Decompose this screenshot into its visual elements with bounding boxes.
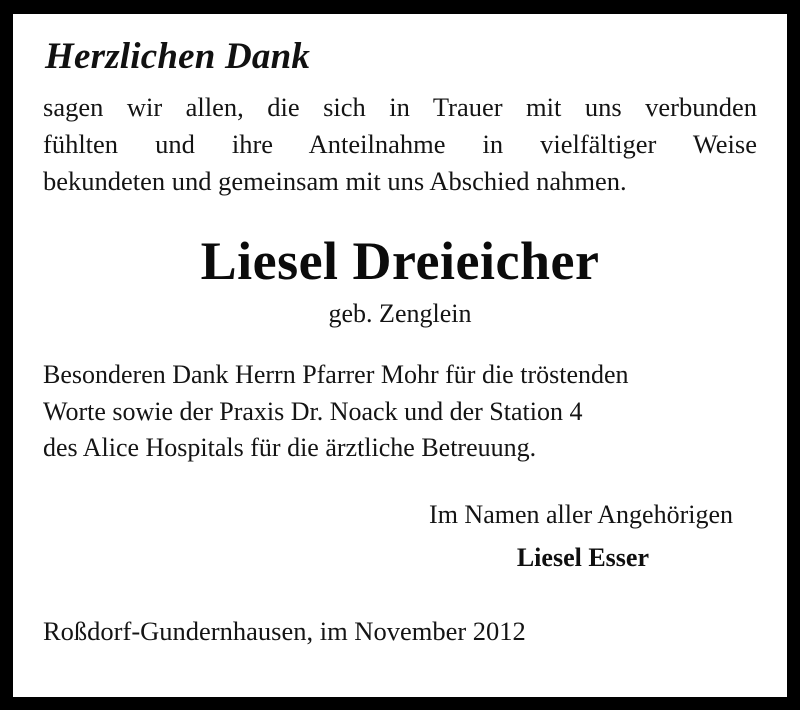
signature-name: Liesel Esser xyxy=(516,543,649,573)
deceased-name-block xyxy=(43,233,757,330)
deceased-name: Liesel Dreieicher xyxy=(200,231,600,292)
signature-block xyxy=(43,497,757,575)
thanks-paragraph xyxy=(43,357,757,468)
signature-intro: Im Namen aller Angehörigen xyxy=(429,500,733,530)
intro-line-2: fühlten und ihre Anteilnahme in vielfältiger Weise xyxy=(43,129,757,159)
thanks-line-2: Worte sowie der Praxis Dr. Noack und der Station 4 xyxy=(43,396,583,426)
place-and-date: Roßdorf-Gundernhausen, im November 2012 xyxy=(43,615,526,646)
thanks-line-3: des Alice Hospitals für die ärztliche Betreuung. xyxy=(43,433,537,463)
obituary-card xyxy=(13,14,787,697)
maiden-name: geb. Zenglein xyxy=(328,298,472,328)
intro-paragraph xyxy=(43,89,757,199)
intro-line-3: bekundeten und gemeinsam mit uns Abschied nahmen. xyxy=(43,165,627,196)
page-title: Herzlichen Dank xyxy=(45,36,311,77)
intro-line-1: sagen wir allen, die sich in Trauer mit uns verbunden xyxy=(43,92,757,123)
thanks-line-1: Besonderen Dank Herrn Pfarrer Mohr für die tröstenden xyxy=(43,359,629,389)
